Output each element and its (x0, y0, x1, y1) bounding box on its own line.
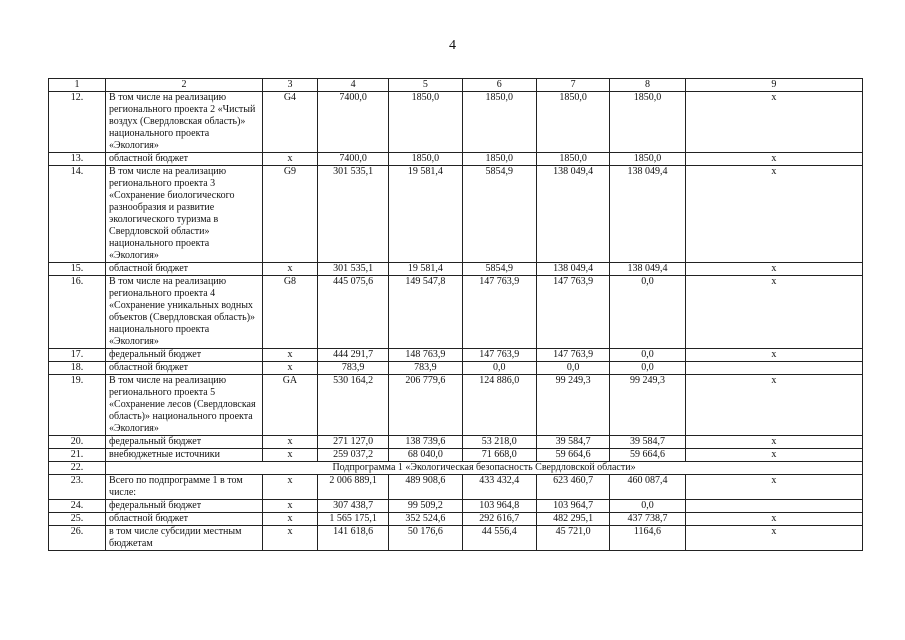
row-code: GA (262, 375, 317, 436)
cell-total: 1 565 175,1 (317, 513, 388, 526)
cell-year-3: 138 049,4 (536, 166, 609, 263)
cell-note (685, 500, 862, 513)
cell-year-3: 138 049,4 (536, 263, 609, 276)
cell-year-1: 149 547,8 (389, 276, 462, 349)
row-number: 14. (49, 166, 106, 263)
cell-year-2: 53 218,0 (462, 436, 536, 449)
cell-year-4: 99 249,3 (610, 375, 685, 436)
cell-total: 307 438,7 (317, 500, 388, 513)
cell-year-2: 5854,9 (462, 263, 536, 276)
row-code: x (262, 153, 317, 166)
cell-year-4: 138 049,4 (610, 263, 685, 276)
cell-year-1: 1850,0 (389, 153, 462, 166)
row-code: x (262, 475, 317, 500)
table-row (49, 362, 863, 375)
row-number: 16. (49, 276, 106, 349)
table-row (49, 375, 863, 436)
table-row (49, 475, 863, 500)
row-code: x (262, 500, 317, 513)
row-code: x (262, 449, 317, 462)
row-code: x (262, 526, 317, 551)
cell-year-2: 147 763,9 (462, 276, 536, 349)
row-number: 23. (49, 475, 106, 500)
column-header: 2 (106, 79, 263, 92)
cell-total: 301 535,1 (317, 166, 388, 263)
row-code: x (262, 263, 317, 276)
cell-year-4: 39 584,7 (610, 436, 685, 449)
cell-year-3: 1850,0 (536, 153, 609, 166)
column-header: 5 (389, 79, 462, 92)
row-number: 24. (49, 500, 106, 513)
table-row (49, 500, 863, 513)
cell-total: 444 291,7 (317, 349, 388, 362)
cell-year-2: 5854,9 (462, 166, 536, 263)
cell-year-2: 0,0 (462, 362, 536, 375)
cell-year-3: 147 763,9 (536, 276, 609, 349)
row-code: x (262, 349, 317, 362)
row-description: Всего по подпрограмме 1 в том числе: (106, 475, 263, 500)
table-row (49, 462, 863, 475)
cell-year-1: 138 739,6 (389, 436, 462, 449)
table-row (49, 436, 863, 449)
cell-year-4: 0,0 (610, 349, 685, 362)
row-number: 26. (49, 526, 106, 551)
cell-year-1: 352 524,6 (389, 513, 462, 526)
row-number: 18. (49, 362, 106, 375)
row-code: G9 (262, 166, 317, 263)
cell-year-2: 124 886,0 (462, 375, 536, 436)
cell-year-1: 50 176,6 (389, 526, 462, 551)
cell-note: x (685, 436, 862, 449)
cell-year-2: 292 616,7 (462, 513, 536, 526)
row-description: внебюджетные источники (106, 449, 263, 462)
row-description: В том числе на реализацию регионального проекта 4 «Сохранение уникальных водных объектов (Свердловская область)» национального проекта «Экология» (106, 276, 263, 349)
cell-note: x (685, 92, 862, 153)
row-number: 15. (49, 263, 106, 276)
table-row (49, 166, 863, 263)
cell-note: x (685, 263, 862, 276)
row-description: В том числе на реализацию регионального проекта 5 «Сохранение лесов (Свердловская область)» национального проекта «Экология» (106, 375, 263, 436)
cell-total: 271 127,0 (317, 436, 388, 449)
budget-table (48, 78, 863, 551)
column-header: 4 (317, 79, 388, 92)
row-description: в том числе субсидии местным бюджетам (106, 526, 263, 551)
cell-year-3: 59 664,6 (536, 449, 609, 462)
row-number: 20. (49, 436, 106, 449)
table-row (49, 349, 863, 362)
cell-total: 259 037,2 (317, 449, 388, 462)
cell-year-4: 437 738,7 (610, 513, 685, 526)
cell-note: x (685, 375, 862, 436)
row-number: 25. (49, 513, 106, 526)
cell-year-3: 1850,0 (536, 92, 609, 153)
table-row (49, 449, 863, 462)
row-description: федеральный бюджет (106, 500, 263, 513)
cell-year-4: 1850,0 (610, 153, 685, 166)
row-description: областной бюджет (106, 153, 263, 166)
cell-year-1: 19 581,4 (389, 166, 462, 263)
row-code: G4 (262, 92, 317, 153)
row-code: x (262, 436, 317, 449)
cell-year-4: 138 049,4 (610, 166, 685, 263)
cell-year-4: 460 087,4 (610, 475, 685, 500)
row-number: 22. (49, 462, 106, 475)
row-description: федеральный бюджет (106, 349, 263, 362)
row-description: областной бюджет (106, 513, 263, 526)
cell-year-3: 482 295,1 (536, 513, 609, 526)
cell-total: 141 618,6 (317, 526, 388, 551)
cell-note: x (685, 166, 862, 263)
table-header-row (49, 79, 863, 92)
cell-year-2: 44 556,4 (462, 526, 536, 551)
cell-note: x (685, 449, 862, 462)
column-header: 9 (685, 79, 862, 92)
cell-year-2: 433 432,4 (462, 475, 536, 500)
row-number: 21. (49, 449, 106, 462)
cell-total: 301 535,1 (317, 263, 388, 276)
cell-total: 7400,0 (317, 153, 388, 166)
cell-total: 2 006 889,1 (317, 475, 388, 500)
page-number: 4 (449, 38, 456, 53)
row-description: федеральный бюджет (106, 436, 263, 449)
row-description: В том числе на реализацию регионального проекта 3 «Сохранение биологического разнообразия и развитие экологического туризма в Свердловской области» национального проекта «Экология» (106, 166, 263, 263)
column-header: 7 (536, 79, 609, 92)
column-header: 3 (262, 79, 317, 92)
cell-year-3: 39 584,7 (536, 436, 609, 449)
cell-year-1: 19 581,4 (389, 263, 462, 276)
cell-year-4: 0,0 (610, 276, 685, 349)
cell-year-1: 783,9 (389, 362, 462, 375)
cell-year-1: 99 509,2 (389, 500, 462, 513)
cell-total: 530 164,2 (317, 375, 388, 436)
row-number: 19. (49, 375, 106, 436)
cell-note (685, 362, 862, 375)
table-row (49, 276, 863, 349)
column-header: 6 (462, 79, 536, 92)
cell-year-3: 623 460,7 (536, 475, 609, 500)
cell-total: 7400,0 (317, 92, 388, 153)
cell-total: 783,9 (317, 362, 388, 375)
cell-year-3: 45 721,0 (536, 526, 609, 551)
row-description: областной бюджет (106, 263, 263, 276)
cell-year-2: 147 763,9 (462, 349, 536, 362)
cell-year-4: 1850,0 (610, 92, 685, 153)
table-row (49, 526, 863, 551)
cell-note: x (685, 153, 862, 166)
row-code: G8 (262, 276, 317, 349)
cell-note: x (685, 276, 862, 349)
cell-year-2: 103 964,8 (462, 500, 536, 513)
table-row (49, 513, 863, 526)
cell-year-3: 99 249,3 (536, 375, 609, 436)
cell-year-1: 68 040,0 (389, 449, 462, 462)
cell-year-1: 489 908,6 (389, 475, 462, 500)
row-number: 12. (49, 92, 106, 153)
row-description: областной бюджет (106, 362, 263, 375)
column-header: 8 (610, 79, 685, 92)
subprogram-heading: Подпрограмма 1 «Экологическая безопасность Свердловской области» (106, 462, 863, 475)
cell-year-4: 59 664,6 (610, 449, 685, 462)
table-row (49, 92, 863, 153)
cell-year-3: 103 964,7 (536, 500, 609, 513)
cell-year-2: 1850,0 (462, 92, 536, 153)
row-code: x (262, 362, 317, 375)
cell-year-2: 71 668,0 (462, 449, 536, 462)
cell-year-1: 1850,0 (389, 92, 462, 153)
cell-year-4: 1164,6 (610, 526, 685, 551)
cell-note: x (685, 349, 862, 362)
cell-year-1: 148 763,9 (389, 349, 462, 362)
cell-note: x (685, 513, 862, 526)
cell-total: 445 075,6 (317, 276, 388, 349)
table-row (49, 153, 863, 166)
cell-year-3: 147 763,9 (536, 349, 609, 362)
cell-year-2: 1850,0 (462, 153, 536, 166)
row-number: 17. (49, 349, 106, 362)
row-code: x (262, 513, 317, 526)
cell-note: x (685, 475, 862, 500)
cell-year-1: 206 779,6 (389, 375, 462, 436)
table-row (49, 263, 863, 276)
cell-note: x (685, 526, 862, 551)
column-header: 1 (49, 79, 106, 92)
cell-year-3: 0,0 (536, 362, 609, 375)
cell-year-4: 0,0 (610, 500, 685, 513)
row-number: 13. (49, 153, 106, 166)
row-description: В том числе на реализацию регионального проекта 2 «Чистый воздух (Свердловская область)» национального проекта «Экология» (106, 92, 263, 153)
cell-year-4: 0,0 (610, 362, 685, 375)
